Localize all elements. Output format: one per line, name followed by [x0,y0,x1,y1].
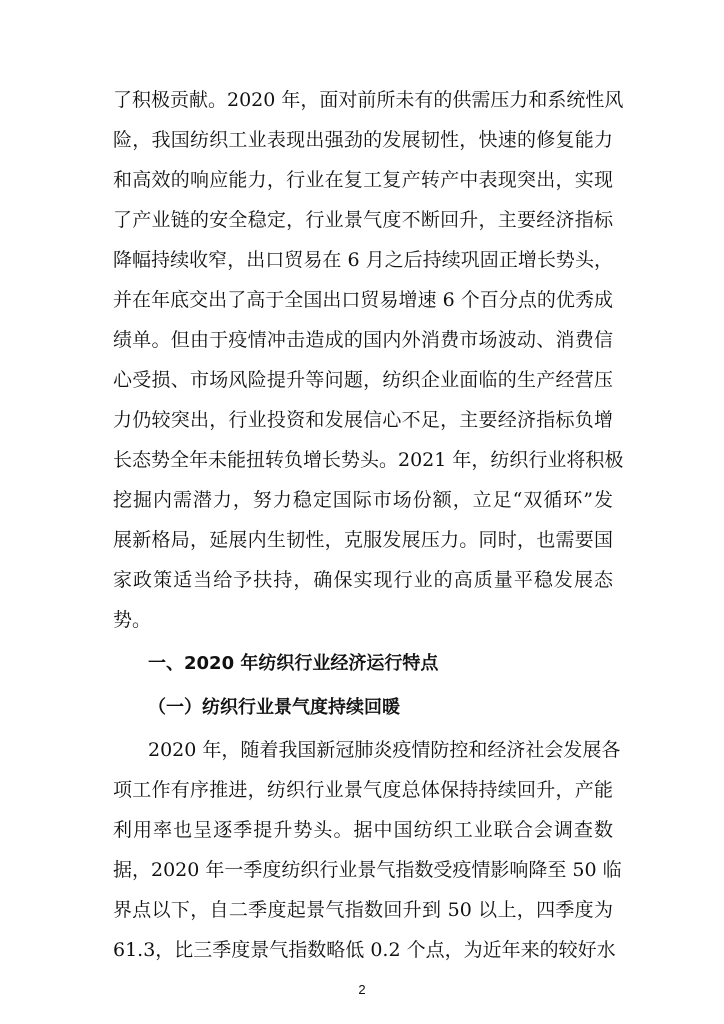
paragraph-2-line-1: 2020 年，随着我国新冠肺炎疫情防控和经济社会发展各 [148,739,621,761]
paragraph-1-line-14: 势。 [113,609,152,631]
paragraph-2-line-4: 据，2020 年一季度纺织行业景气指数受疫情影响降至 50 临 [113,859,622,881]
paragraph-1-line-12: 展新格局，延展内生韧性，克服发展压力。同时，也需要国 [113,529,613,551]
paragraph-1-line-3: 和高效的响应能力，行业在复工复产转产中表现突出，实现 [113,169,613,191]
paragraph-1-line-13: 家政策适当给予扶持，确保实现行业的高质量平稳发展态 [113,569,613,591]
subsection-heading: （一）纺织行业景气度持续回暖 [148,697,400,718]
paragraph-2-line-5: 界点以下，自二季度起景气指数回升到 50 以上，四季度为 [113,899,613,921]
paragraph-1-line-1: 了积极贡献。2020 年，面对前所未有的供需压力和系统性风 [113,89,624,111]
section-heading: 一、2020 年纺织行业经济运行特点 [148,653,439,674]
paragraph-1-line-7: 绩单。但由于疫情冲击造成的国内外消费市场波动、消费信 [113,329,613,351]
paragraph-1-line-10: 长态势全年未能扭转负增长势头。2021 年，纺织行业将积极 [113,449,624,471]
paragraph-2-line-3: 利用率也呈逐季提升势头。据中国纺织工业联合会调查数 [113,819,613,841]
page-number: 2 [358,982,366,997]
paragraph-2-line-6: 61.3，比三季度景气指数略低 0.2 个点，为近年来的较好水 [113,939,616,961]
paragraph-1-line-8: 心受损、市场风险提升等问题，纺织企业面临的生产经营压 [113,369,613,391]
paragraph-1-line-4: 了产业链的安全稳定，行业景气度不断回升，主要经济指标 [113,209,613,231]
paragraph-1-line-9: 力仍较突出，行业投资和发展信心不足，主要经济指标负增 [113,409,613,431]
paragraph-1-line-2: 险，我国纺织工业表现出强劲的发展韧性，快速的修复能力 [113,129,613,151]
paragraph-1-line-5: 降幅持续收窄，出口贸易在 6 月之后持续巩固正增长势头， [113,249,613,271]
paragraph-1-line-11: 挖掘内需潜力，努力稳定国际市场份额，立足“双循环”发 [113,489,613,511]
paragraph-2-line-2: 项工作有序推进，纺织行业景气度总体保持持续回升，产能 [113,779,613,801]
paragraph-1-line-6: 并在年底交出了高于全国出口贸易增速 6 个百分点的优秀成 [113,289,613,311]
